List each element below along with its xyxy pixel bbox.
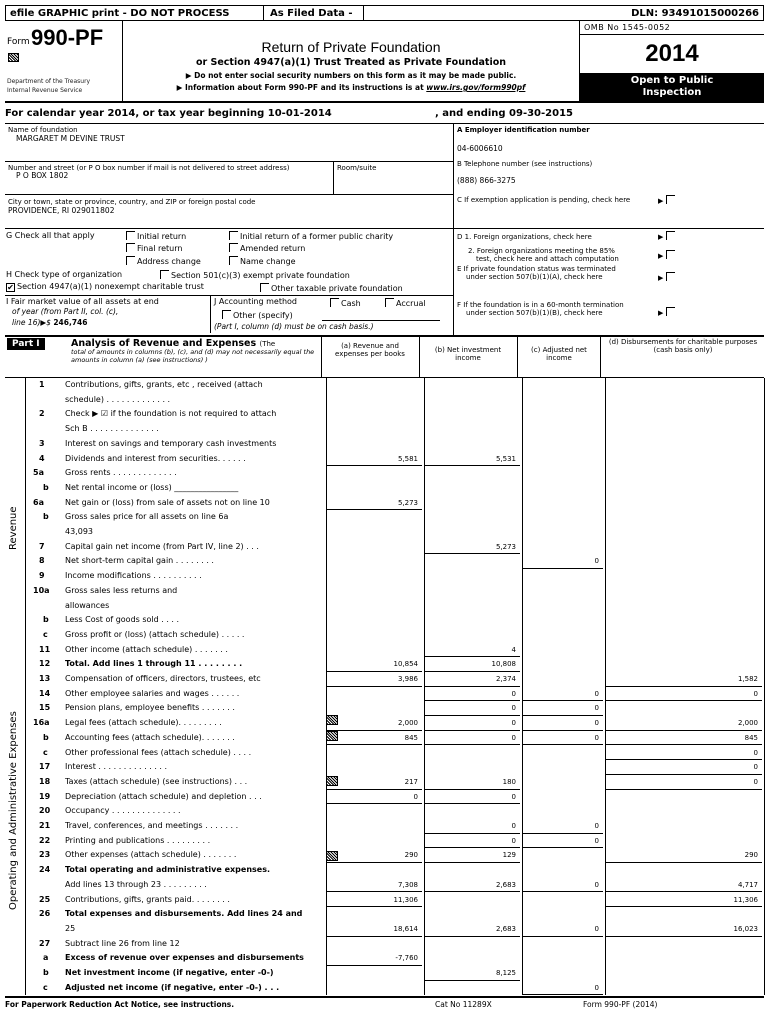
table-row (5, 760, 764, 775)
line-number: b (43, 482, 49, 492)
ein-value: 04-6006610 (457, 144, 503, 153)
cell-col-b: 4 (511, 645, 516, 654)
line-number: 17 (39, 762, 51, 772)
table-row (5, 716, 764, 731)
cell-col-a: 0 (413, 792, 418, 801)
name-label: Name of foundation (8, 126, 78, 134)
table-row (5, 731, 764, 746)
address-change-checkbox[interactable]: Address change (126, 256, 201, 266)
divider (600, 336, 601, 378)
cell-col-b: 0 (511, 719, 516, 728)
part1-header (5, 336, 764, 378)
cell-col-b: 8,125 (495, 969, 516, 977)
line-number: b (43, 968, 49, 977)
line-number: 4 (39, 453, 45, 463)
divider (5, 161, 453, 162)
table-row (5, 951, 764, 966)
divider (210, 295, 211, 333)
table-row (5, 746, 764, 761)
divider (5, 295, 453, 296)
cell-col-a: 845 (404, 733, 418, 742)
cell-col-c: 0 (594, 733, 599, 742)
table-row (5, 584, 764, 599)
table-row (5, 893, 764, 908)
phone-value: (888) 866-3275 (457, 176, 516, 185)
cell-col-b: 5,531 (495, 454, 516, 463)
line-label: 43,093 (65, 527, 93, 536)
line-label: Income modifications . . . . . . . . . . (65, 571, 202, 581)
table-row (5, 481, 764, 496)
line-label: Total. Add lines 1 through 11 . . . . . . . . (65, 659, 243, 669)
cell-col-c: 0 (594, 689, 599, 698)
cell-col-c: 0 (594, 924, 599, 933)
legal-fees-attachment-icon[interactable] (326, 715, 338, 725)
cell-col-d: 11,306 (733, 895, 758, 904)
line-number: 13 (39, 674, 51, 683)
street-address: P O BOX 1802 (16, 171, 69, 180)
h-label: H Check type of organization (6, 270, 123, 279)
cell-col-a: 7,308 (397, 880, 418, 889)
line-label: Other employee salaries and wages . . . . . . (65, 688, 240, 698)
name-change-checkbox[interactable]: Name change (229, 256, 296, 266)
part1-note: total of amounts in columns (b), (c), and (d) may not necessarily equal the amounts in column (a) (see instructions) ) (71, 348, 315, 364)
phone-label: B Telephone number (see instructions) (457, 160, 593, 168)
cell-col-b: 0 (511, 792, 516, 801)
table-row (5, 525, 764, 540)
cell-col-c: 0 (594, 822, 599, 830)
line-number: 27 (39, 938, 51, 948)
line-number: 26 (39, 909, 51, 919)
line-label: Net short-term capital gain . . . . . . . . (65, 556, 214, 566)
line-label: allowances (65, 600, 110, 610)
line-number: 11 (39, 644, 51, 654)
line-number: b (43, 732, 49, 742)
table-row (5, 422, 764, 437)
line-label: Contributions, gifts, grants, etc , received (attach (65, 380, 263, 389)
line-number: b (43, 615, 49, 625)
i-label-1: I Fair market value of all assets at end (6, 297, 159, 306)
d2-checkbox[interactable]: ▶ (658, 250, 677, 260)
table-row (5, 922, 764, 937)
divider (321, 336, 322, 378)
cell-col-a: 5,581 (397, 454, 418, 463)
cell-col-b: 2,374 (495, 675, 516, 683)
cell-col-c: 0 (594, 983, 599, 992)
line-number: 8 (39, 556, 45, 566)
line-label: Check ▶ ☑ if the foundation is not required to attach (65, 409, 277, 419)
col-b-header: (b) Net investment income (434, 346, 502, 362)
line-number: 1 (39, 380, 45, 389)
table-row (5, 848, 764, 863)
part1-title: Analysis of Revenue and Expenses (The (71, 338, 276, 349)
cell-col-b: 5,273 (495, 542, 516, 551)
cell-col-a: 5,273 (397, 498, 418, 507)
c-exemption-label: C If exemption application is pending, check here (457, 196, 631, 204)
divider (5, 194, 453, 195)
cell-col-b: 10,808 (491, 660, 516, 669)
efile-banner-left: efile GRAPHIC print - DO NOT PROCESS (6, 6, 264, 20)
line-number: 24 (39, 865, 51, 875)
divider (419, 336, 420, 378)
taxes-attachment-icon[interactable] (326, 776, 338, 786)
accounting-fees-attachment-icon[interactable] (326, 731, 338, 741)
table-row (5, 966, 764, 981)
cell-col-d: 1,582 (737, 675, 758, 683)
line-number: 21 (39, 821, 51, 830)
cell-col-d: 0 (753, 777, 758, 786)
line-label: Total expenses and disbursements. Add lines 24 and (65, 909, 303, 919)
j-label: J Accounting method (214, 297, 298, 306)
cell-col-c: 0 (594, 719, 599, 728)
table-row (5, 510, 764, 525)
line-number: 2 (39, 409, 45, 419)
line-label: Gross rents . . . . . . . . . . . . . (65, 468, 177, 478)
form-footer-id: Form 990-PF (2014) (583, 1000, 658, 1009)
e-checkbox[interactable]: ▶ (658, 272, 677, 282)
table-row (5, 599, 764, 614)
j-other-underline (322, 320, 440, 321)
form-header (5, 21, 764, 103)
line-label: Compensation of officers, directors, trustees, etc (65, 674, 261, 683)
table-column-divider (764, 378, 765, 995)
cell-col-c: 0 (594, 836, 599, 845)
tax-year: 2014 (645, 40, 699, 67)
tax-year-line (5, 106, 764, 124)
form-title-block (123, 21, 579, 103)
attachment-icon[interactable] (8, 53, 19, 62)
table-row (5, 657, 764, 672)
omb-number: OMB No 1545-0052 (580, 21, 764, 35)
line-label: Adjusted net income (if negative, enter -0-) . . . (65, 982, 280, 992)
e-label-1: E If private foundation status was terminated (457, 265, 616, 273)
table-row (5, 775, 764, 790)
d2-label-2: test, check here and attach computation (476, 255, 619, 263)
table-row (5, 672, 764, 687)
table-row (5, 981, 764, 996)
divider (333, 161, 334, 194)
table-row (5, 613, 764, 628)
tax-year-end: , and ending 09-30-2015 (435, 108, 573, 119)
info-line: ▶ Information about Form 990-PF and its instructions is at www.irs.gov/form990pf (176, 83, 526, 92)
table-row (5, 907, 764, 922)
form-footer (5, 996, 764, 1010)
d2-label-1: 2. Foreign organizations meeting the 85% (468, 247, 615, 255)
other-expenses-attachment-icon[interactable] (326, 851, 338, 861)
h-501-checkbox[interactable]: Section 501(c)(3) exempt private foundation (160, 270, 350, 280)
efile-banner (5, 5, 764, 21)
g-label: G Check all that apply (6, 231, 95, 240)
j-note: (Part I, column (d) must be on cash basis.) (214, 322, 374, 331)
cell-col-d: 0 (753, 689, 758, 698)
line-label: Add lines 13 through 23 . . . . . . . . . (65, 879, 207, 889)
line-number: c (43, 747, 48, 757)
form-number: 990-PF (31, 25, 104, 50)
cell-col-a: 2,000 (397, 719, 418, 728)
line-label: Other professional fees (attach schedule) . . . . (65, 747, 252, 757)
line-label: Less Cost of goods sold . . . . (65, 615, 180, 625)
table-row (5, 540, 764, 555)
line-number: b (43, 512, 49, 522)
line-number: c (43, 629, 48, 639)
cell-col-a: 10,854 (393, 660, 418, 669)
table-row (5, 819, 764, 834)
line-number: 7 (39, 541, 45, 551)
line-number: 10a (33, 585, 50, 595)
divider (453, 228, 454, 336)
c-exemption-checkbox[interactable]: ▶ (658, 195, 677, 205)
line-number: 15 (39, 703, 51, 713)
line-label: Net gain or (loss) from sale of assets not on line 10 (65, 497, 270, 507)
line-label: 25 (65, 923, 76, 933)
cell-col-b: 2,683 (495, 924, 516, 933)
cell-col-a: 217 (404, 777, 418, 786)
line-label: Gross sales price for all assets on line 6a (65, 512, 229, 522)
cell-col-b: 0 (511, 704, 516, 713)
table-row (5, 834, 764, 849)
cell-col-a: -7,760 (395, 954, 418, 963)
table-row (5, 863, 764, 878)
i-label-3: line 16)▶$ 246,746 (12, 318, 88, 327)
line-label: Subtract line 26 from line 12 (65, 938, 180, 948)
form-title: Return of Private Foundation (261, 39, 441, 55)
line-label: Excess of revenue over expenses and disbursements (65, 953, 304, 963)
expenses-side-label: Operating and Administrative Expenses (8, 711, 19, 910)
cell-col-d: 845 (744, 733, 758, 742)
table-row (5, 554, 764, 569)
cell-col-d: 0 (753, 748, 758, 757)
line-label: Legal fees (attach schedule). . . . . . . . . (65, 718, 222, 728)
cell-col-d: 290 (744, 851, 758, 860)
line-label: Depreciation (attach schedule) and depletion . . . (65, 791, 262, 801)
table-row (5, 496, 764, 511)
h-4947-checkbox[interactable]: ✔ Section 4947(a)(1) nonexempt charitable trust (7, 282, 204, 292)
line-number: 3 (39, 438, 45, 448)
cell-col-b: 0 (511, 733, 516, 742)
fmv-value: 246,746 (53, 318, 88, 327)
d1-checkbox[interactable]: ▶ (658, 231, 677, 241)
table-row (5, 378, 764, 393)
divider (5, 228, 764, 229)
line-number: 19 (39, 791, 51, 801)
line-label: Travel, conferences, and meetings . . . . . . . (65, 821, 239, 830)
line-number: 14 (39, 688, 51, 698)
line-label: Gross sales less returns and (65, 585, 178, 595)
cell-col-b: 180 (502, 777, 516, 786)
line-label: Sch B . . . . . . . . . . . . . . (65, 424, 159, 434)
cell-col-b: 0 (511, 822, 516, 830)
foundation-name: MARGARET M DEVINE TRUST (16, 134, 125, 143)
filing-status: As Filed Data - (264, 6, 364, 20)
final-return-checkbox[interactable]: Final return (126, 243, 182, 253)
divider (517, 336, 518, 378)
line-label: Total operating and administrative expenses. (65, 865, 270, 875)
table-row (5, 466, 764, 481)
j-other-checkbox[interactable]: Other (specify) (222, 310, 293, 320)
tax-year-begin: For calendar year 2014, or tax year beginning 10-01-2014 (5, 108, 332, 119)
cell-col-c: 0 (594, 704, 599, 713)
i-label-2: of year (from Part II, col. (c), (12, 307, 119, 316)
cell-col-b: 0 (511, 836, 516, 845)
line-label: Pension plans, employee benefits . . . . . . . (65, 703, 235, 713)
line-label: schedule) . . . . . . . . . . . . . (65, 394, 171, 404)
line-label: Printing and publications . . . . . . . . . (65, 835, 211, 845)
paperwork-notice: For Paperwork Reduction Act Notice, see instructions. (5, 1000, 235, 1009)
line-label: Dividends and interest from securities. . . . . . (65, 453, 246, 463)
line-number: 9 (39, 571, 45, 581)
line-number: c (43, 982, 48, 992)
line-number: 16a (33, 718, 50, 728)
line-number: 18 (39, 776, 51, 786)
city-state-zip: PROVIDENCE, RI 029011802 (8, 206, 115, 215)
j-cash-checkbox[interactable]: Cash (330, 298, 361, 308)
form-id-block (5, 21, 123, 103)
h-other-checkbox[interactable]: Other taxable private foundation (260, 283, 403, 293)
cell-col-d: 2,000 (737, 719, 758, 728)
line-label: Gross profit or (loss) (attach schedule) . . . . . (65, 629, 245, 639)
table-row (5, 569, 764, 584)
city-label: City or town, state or province, country, and ZIP or foreign postal code (8, 198, 256, 206)
initial-former-checkbox[interactable]: Initial return of a former public charity (229, 231, 393, 241)
line-label: Occupancy . . . . . . . . . . . . . . (65, 806, 181, 816)
table-row (5, 452, 764, 467)
cell-col-a: 18,614 (393, 924, 418, 933)
amended-return-checkbox[interactable]: Amended return (229, 243, 305, 253)
form-subtitle: or Section 4947(a)(1) Trust Treated as Private Foundation (195, 57, 507, 68)
d1-label: D 1. Foreign organizations, check here (457, 233, 592, 241)
table-row (5, 393, 764, 408)
col-a-header: (a) Revenue and expenses per books (335, 342, 405, 358)
form-word: Form (7, 37, 30, 47)
dln-number: DLN: 93491015000266 (631, 8, 759, 19)
table-row (5, 437, 764, 452)
cell-col-a: 290 (404, 851, 418, 860)
line-label: Other income (attach schedule) . . . . . . . (65, 644, 228, 654)
line-number: 22 (39, 835, 51, 845)
cell-col-b: 2,683 (495, 880, 516, 889)
department-label: Department of the Treasury Internal Revenue Service (7, 78, 91, 94)
initial-return-checkbox[interactable]: Initial return (126, 231, 186, 241)
street-label: Number and street (or P O box number if mail is not delivered to street address) (8, 164, 290, 172)
table-row (5, 687, 764, 702)
line-label: Interest . . . . . . . . . . . . . . (65, 762, 168, 772)
revenue-side-label: Revenue (8, 506, 19, 550)
open-to-public-badge: Open to Public Inspection (580, 73, 764, 101)
table-row (5, 628, 764, 643)
line-number: a (43, 953, 49, 963)
table-row (5, 701, 764, 716)
line-label: Other expenses (attach schedule) . . . . . . . (65, 850, 237, 860)
line-number: 6a (33, 497, 44, 507)
cell-col-b: 129 (502, 851, 516, 860)
year-block (579, 21, 764, 103)
cell-col-a: 11,306 (393, 895, 418, 904)
table-row (5, 937, 764, 952)
cell-col-c: 0 (594, 557, 599, 566)
table-row (5, 804, 764, 819)
line-label: Taxes (attach schedule) (see instructions) . . . (65, 776, 248, 786)
e-label-2: under section 507(b)(1)(A), check here (466, 273, 603, 281)
table-row (5, 790, 764, 805)
table-row (5, 407, 764, 422)
cell-col-d: 16,023 (733, 924, 758, 933)
room-label: Room/suite (337, 164, 377, 172)
line-label: Net rental income or (loss) ________________ (65, 482, 239, 492)
entity-divider (453, 124, 454, 228)
f-checkbox[interactable]: ▶ (658, 307, 677, 317)
cell-col-c: 0 (594, 880, 599, 889)
table-row (5, 643, 764, 658)
line-number: 20 (39, 806, 51, 816)
irs-link[interactable]: www.irs.gov/form990pf (426, 83, 526, 92)
line-number: 23 (39, 850, 51, 860)
line-number: 12 (39, 659, 51, 669)
col-c-header: (c) Adjusted net income (531, 346, 587, 362)
f-label-2: under section 507(b)(1)(B), check here (466, 309, 603, 317)
line-label: Net investment income (if negative, enter -0-) (65, 968, 274, 977)
part1-label: Part I (7, 338, 45, 350)
ssn-warning: ▶ Do not enter social security numbers on this form as it may be made public. (185, 71, 517, 80)
ein-label: A Employer identification number (457, 126, 590, 134)
col-d-header: (d) Disbursements for charitable purposes (cash basis only) (608, 338, 758, 354)
table-row (5, 878, 764, 893)
j-accrual-checkbox[interactable]: Accrual (385, 298, 426, 308)
cell-col-a: 3,986 (397, 675, 418, 683)
f-label-1: F If the foundation is in a 60-month termination (457, 301, 624, 309)
line-label: Interest on savings and temporary cash investments (65, 438, 277, 448)
line-label: Contributions, gifts, grants paid. . . . . . . . (65, 894, 230, 904)
cell-col-d: 0 (753, 763, 758, 772)
line-number: 5a (33, 468, 44, 478)
cell-col-b: 0 (511, 689, 516, 698)
line-number: 25 (39, 894, 51, 904)
cat-number: Cat No 11289X (435, 1000, 492, 1009)
line-label: Accounting fees (attach schedule). . . . . . . (65, 732, 235, 742)
line-label: Capital gain net income (from Part IV, line 2) . . . (65, 541, 259, 551)
cell-col-d: 4,717 (737, 880, 758, 889)
